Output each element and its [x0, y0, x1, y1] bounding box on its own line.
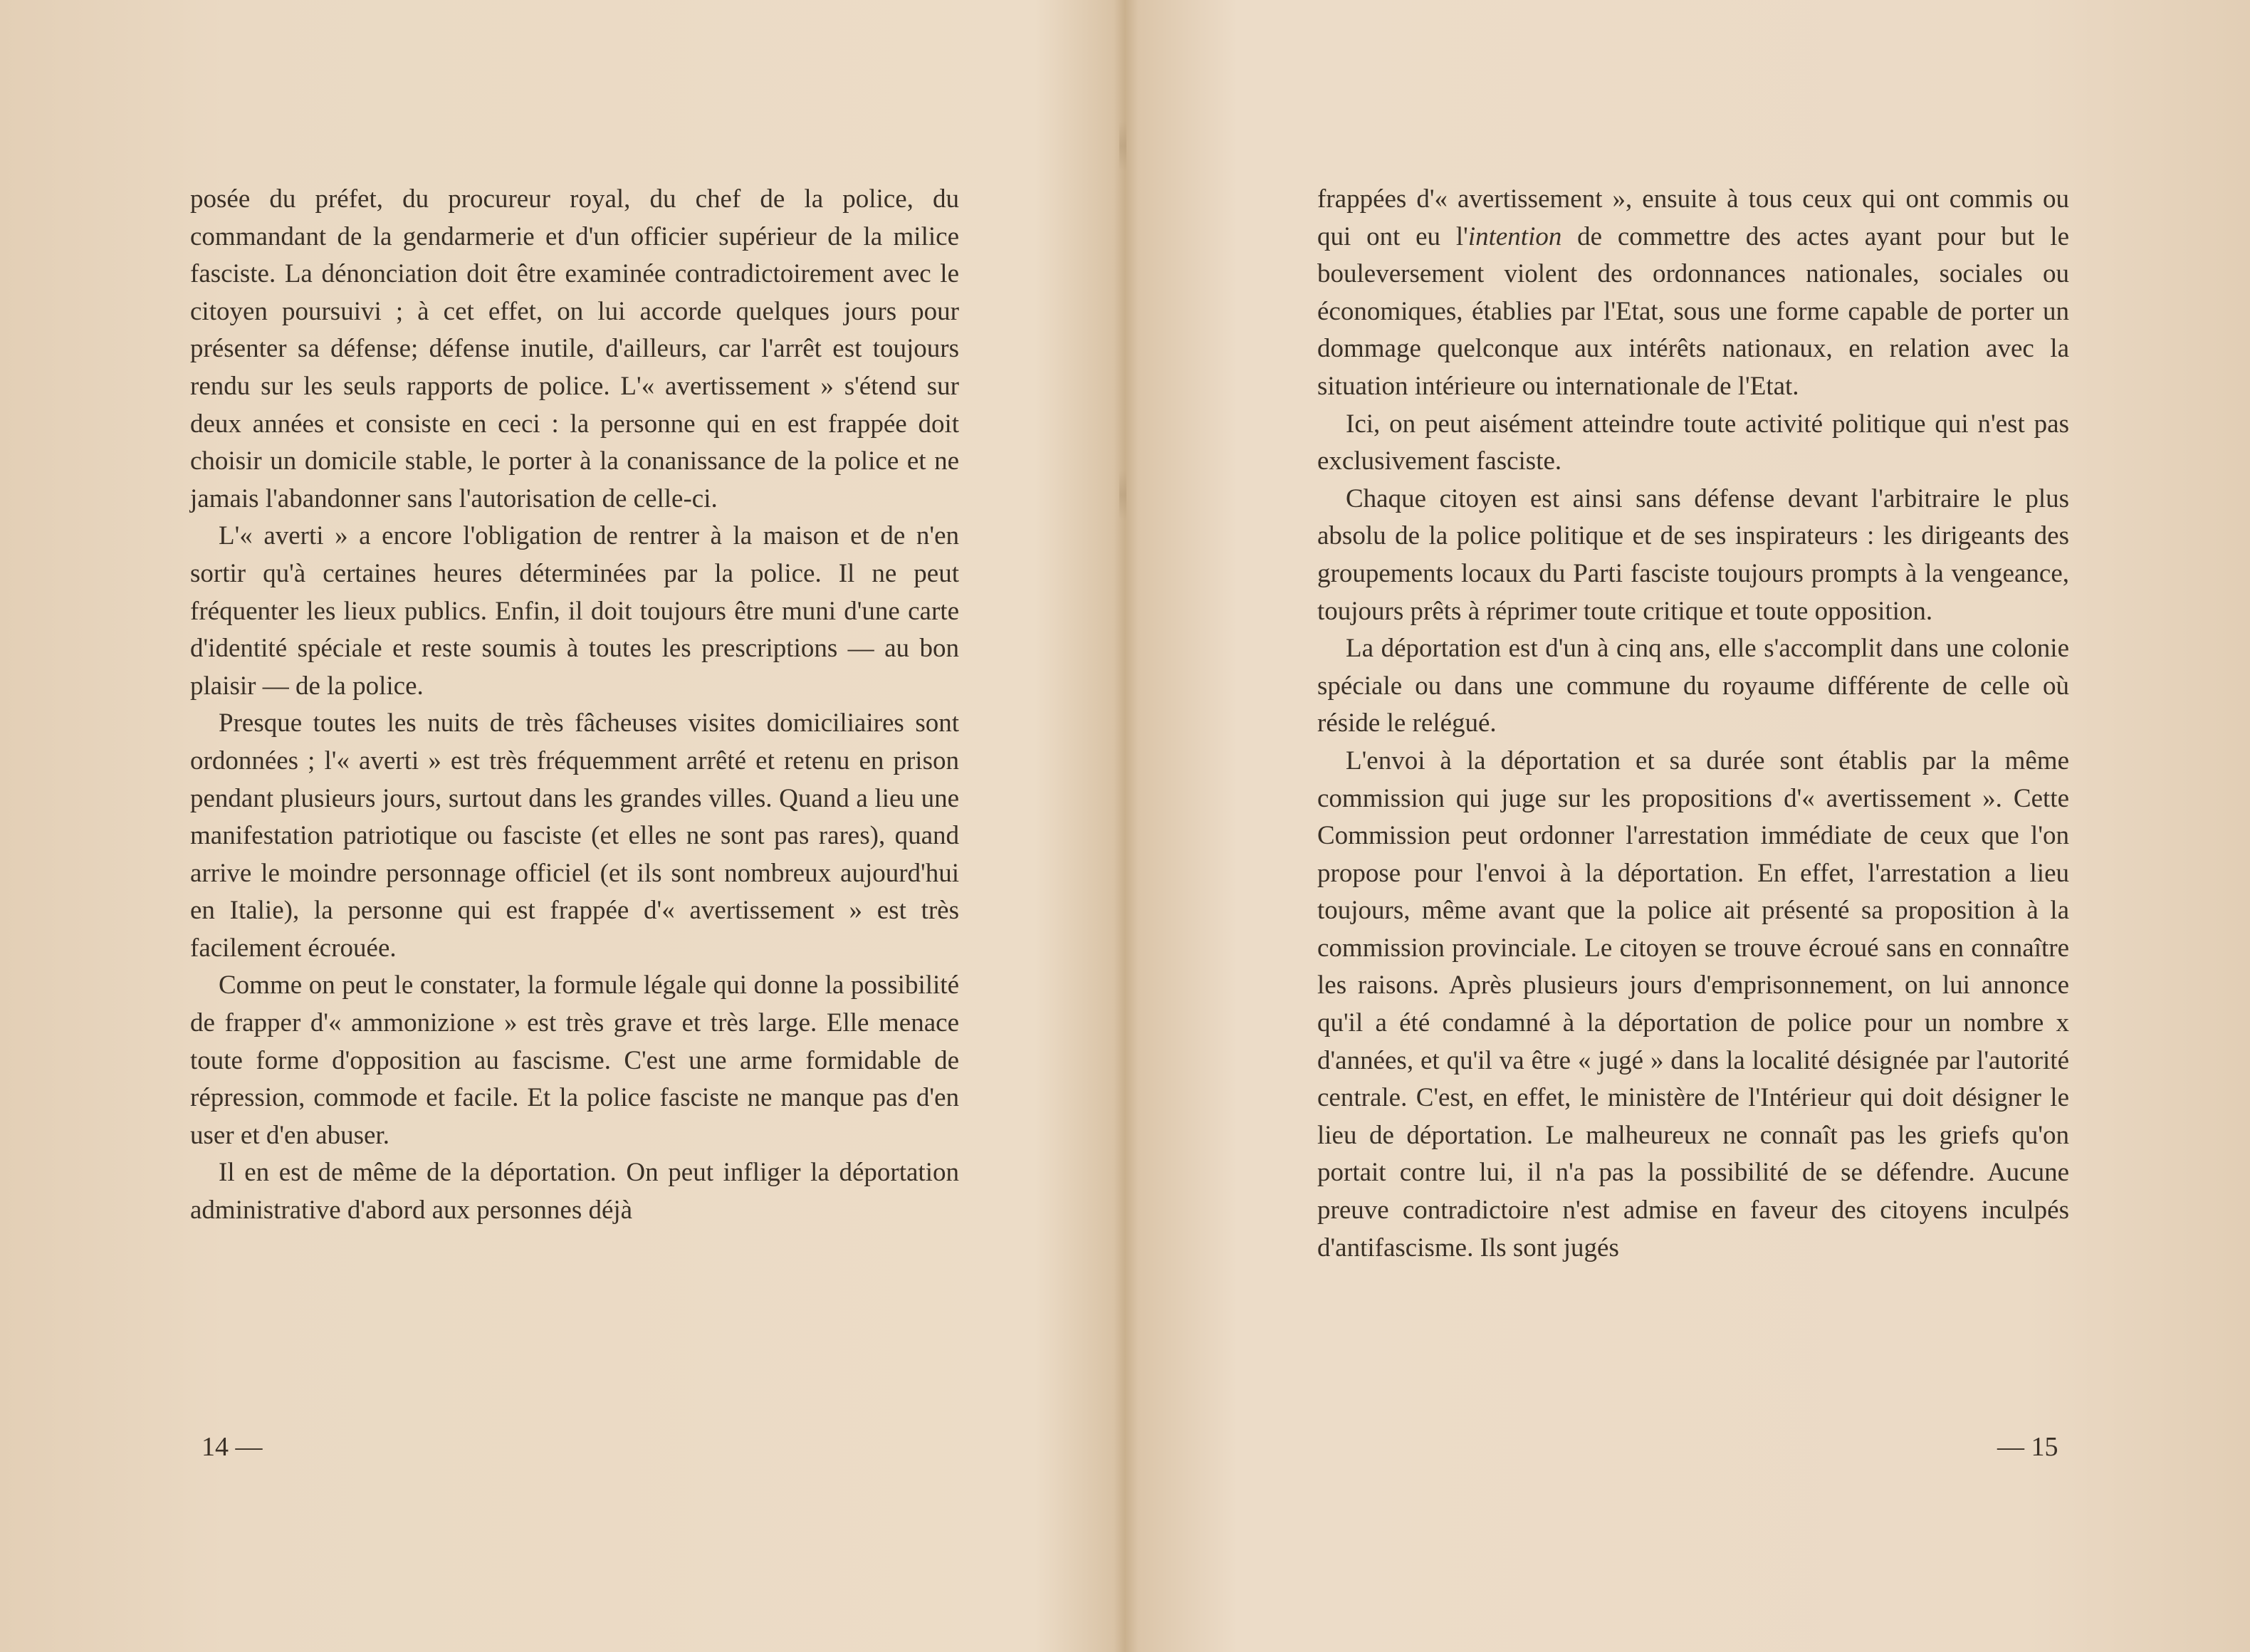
left-text-column — [190, 181, 959, 1230]
page-number: — 15 — [1997, 1432, 2058, 1462]
page-number: 14 — — [202, 1432, 263, 1462]
paragraph — [1317, 181, 2069, 406]
paragraph: Comme on peut le constater, la formule légale qui donne la possibilité de frapper d'« ammonizione » est très grave et très large. Elle menace toute forme d'opposition au fascisme. C'est une arme formidable de répression, commode et facile. Et la police fasciste ne manque pas d'en user et d'en abuser. — [190, 971, 959, 1150]
paragraph-text: de commettre des actes ayant pour but le bouleversement violent des ordonnances nationales, sociales ou économiques, établies par l'Etat, sous une forme capable de porter un dommage quelconque aux intérêts nationaux, en relation avec la situation intérieure ou internationale de l'Etat. — [1317, 221, 2070, 401]
paragraph: Chaque citoyen est ainsi sans défense devant l'arbitraire le plus absolu de la police politique et de ses inspirateurs : les dirigeants des groupements locaux du Parti fasciste toujours prompts à la vengeance, toujours prêts à réprimer toute critique et toute opposition. — [1317, 483, 2069, 626]
paragraph: Presque toutes les nuits de très fâcheuses visites domiciliaires sont ordonnées ; l'« averti » est très fréquemment arrêté et retenu en prison pendant plusieurs jours, surtout dans les grandes villes. Quand a lieu une manifestation patriotique ou fasciste (et elles ne sont pas rares), quand arrive le moindre personnage officiel (et ils sont nombreux aujourd'hui en Italie), la personne qui est frappée d'« avertissement » est très facilement écrouée. — [190, 709, 959, 963]
paragraph: L'« averti » a encore l'obligation de rentrer à la maison et de n'en sortir qu'à certaines heures déterminées par la police. Il ne peut fréquenter les lieux publics. Enfin, il doit toujours être muni d'une carte d'identité spéciale et reste soumis à toutes les prescriptions — au bon plaisir — de la police. — [190, 521, 959, 701]
paragraph: Ici, on peut aisément atteindre toute activité politique qui n'est pas exclusivement fasciste. — [1317, 409, 2069, 476]
paragraph: L'envoi à la déportation et sa durée sont établis par la même commission qui juge sur les propositions d'« avertissement ». Cette Commission peut ordonner l'arrestation immédiate de ceux que l'on propose pour l'envoi à la déportation. En effet, l'arrestation a lieu toujours, même avant que la police ait présenté sa proposition à la commission provinciale. Le citoyen se trouve écroué sans en connaître les raisons. Après plusieurs jours d'emprisonnement, on lui annonce qu'il a été condamné à la déportation de police pour un nombre x d'années, et qu'il va être « jugé » dans la localité désignée par l'autorité centrale. C'est, en effet, le ministère de l'Intérieur qui doit désigner le lieu de déportation. Le malheureux ne connaît pas les griefs qu'on portait contre lui, il n'a pas la possibilité de se défendre. Aucune preuve contradictoire n'est admise en faveur des citoyens inculpés d'antifascisme. Ils sont jugés — [1317, 746, 2069, 1262]
paragraph: La déportation est d'un à cinq ans, elle s'accomplit dans une colonie spéciale ou dans une commune du royaume différente de celle où réside le relégué. — [1317, 634, 2069, 738]
right-page — [1125, 0, 2250, 1652]
paragraph: posée du préfet, du procureur royal, du chef de la police, du commandant de la gendarmerie et d'un officier supérieur de la milice fasciste. La dénonciation doit être examinée contradictoirement avec le citoyen poursuivi ; à cet effet, on lui accorde quelques jours pour présenter sa défense; défense inutile, d'ailleurs, car l'arrêt est toujours rendu sur les seuls rapports de police. L'« avertissement » s'étend sur deux années et consiste en ceci : la personne qui en est frappée doit choisir un domicile stable, le porter à la conanissance de la police et ne jamais l'abandonner sans l'autorisation de celle-ci. — [190, 184, 959, 513]
italic-emphasis: intention — [1467, 221, 1562, 251]
paragraph-text: frappées d'« avertissement », ensuite à tous ceux qui ont commis ou qui ont eu l' — [1317, 184, 2069, 251]
right-text-column — [1317, 181, 2069, 1267]
paragraph: Il en est de même de la déportation. On peut infliger la déportation administrative d'abord aux personnes déjà — [190, 1158, 959, 1225]
